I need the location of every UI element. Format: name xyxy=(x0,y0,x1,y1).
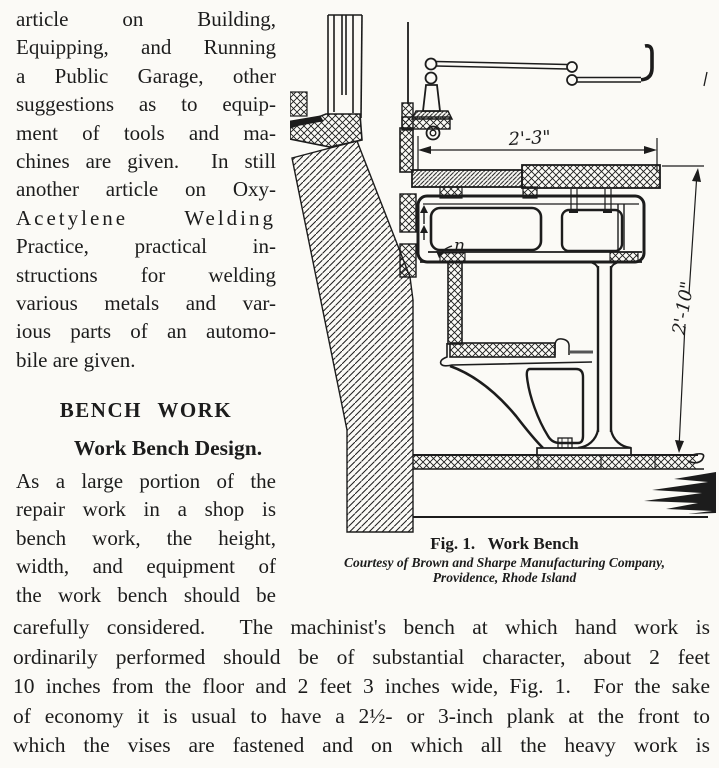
text-line: Equipping, and Running xyxy=(16,35,276,60)
lower-arm xyxy=(577,78,641,83)
courtesy-line: Courtesy of Brown and Sharpe Manufacturing Company, xyxy=(344,555,665,570)
window-sill xyxy=(290,114,362,147)
lamp-bracket-arm xyxy=(402,22,707,140)
wall-hatching xyxy=(292,141,413,532)
floor-break-squiggle xyxy=(644,472,716,514)
text-line: which the vises are fastened and on which all the heavy work is xyxy=(13,733,710,758)
height-dimension xyxy=(662,166,704,453)
text-line: 10 inches from the floor and 2 feet 3 inches wide, Fig. 1. For the sake xyxy=(13,674,710,699)
drawer-box xyxy=(562,210,622,251)
rear-plank xyxy=(522,165,660,188)
text-line: carefully considered. The machinist's bench at which hand work is xyxy=(13,615,710,639)
drawer-opening xyxy=(431,208,541,250)
wall-cleat-lower xyxy=(400,244,416,277)
back-board xyxy=(400,128,413,172)
text-line: ious parts of an automo- xyxy=(16,319,276,344)
left-column-body xyxy=(16,467,276,609)
upper-arm xyxy=(436,62,567,70)
text-line: a Public Garage, other xyxy=(16,63,276,88)
text-line: Acetylene Welding xyxy=(16,205,276,230)
text-line: ment of tools and ma- xyxy=(16,120,276,145)
text-line: Practice, practical in- xyxy=(16,234,276,259)
text-line: various metals and var- xyxy=(16,290,276,315)
text-line: structions for welding xyxy=(16,262,276,287)
bottom-paragraph xyxy=(13,613,710,761)
text-line: chines are given. In still xyxy=(16,148,276,173)
shelf xyxy=(441,339,593,366)
text-line: another article on Oxy- xyxy=(16,177,276,202)
left-column xyxy=(16,5,276,374)
drawer-frame xyxy=(400,189,644,277)
text-line: width, and equipment of xyxy=(16,554,276,579)
pedestal-leg xyxy=(448,262,631,455)
svg-text:2'-3": 2'-3" xyxy=(508,126,552,151)
figure-caption: Fig. 1. Work Bench xyxy=(430,534,579,553)
floor xyxy=(413,454,716,517)
hook xyxy=(641,46,652,80)
text-line: repair work in a shop is xyxy=(16,497,276,522)
workbench-figure xyxy=(290,0,719,535)
text-line: As a large portion of the xyxy=(16,469,276,493)
text-line: bile are given. xyxy=(16,347,136,372)
text-line: the work bench should be xyxy=(16,582,276,607)
subsection-heading: Work Bench Design. xyxy=(73,436,263,460)
window-frame xyxy=(290,15,362,118)
text-line: of economy it is usual to have a 2½- or 3-inch plank at the front to xyxy=(13,703,710,728)
section-heading: BENCH WORK xyxy=(59,398,233,422)
text-line: ordinarily performed should be of substantial character, about 2 feet xyxy=(13,644,710,669)
front-plank xyxy=(412,170,522,187)
figure-courtesy xyxy=(282,556,719,585)
text-line: bench work, the height, xyxy=(16,525,276,550)
text-line: article on Building, xyxy=(16,7,276,31)
svg-text:n: n xyxy=(454,236,465,256)
text-line: suggestions as to equip- xyxy=(16,92,276,117)
courtesy-line: Providence, Rhode Island xyxy=(432,569,577,585)
svg-text:2'-10": 2'-10" xyxy=(668,279,699,337)
wall-cleat-upper xyxy=(400,194,416,232)
